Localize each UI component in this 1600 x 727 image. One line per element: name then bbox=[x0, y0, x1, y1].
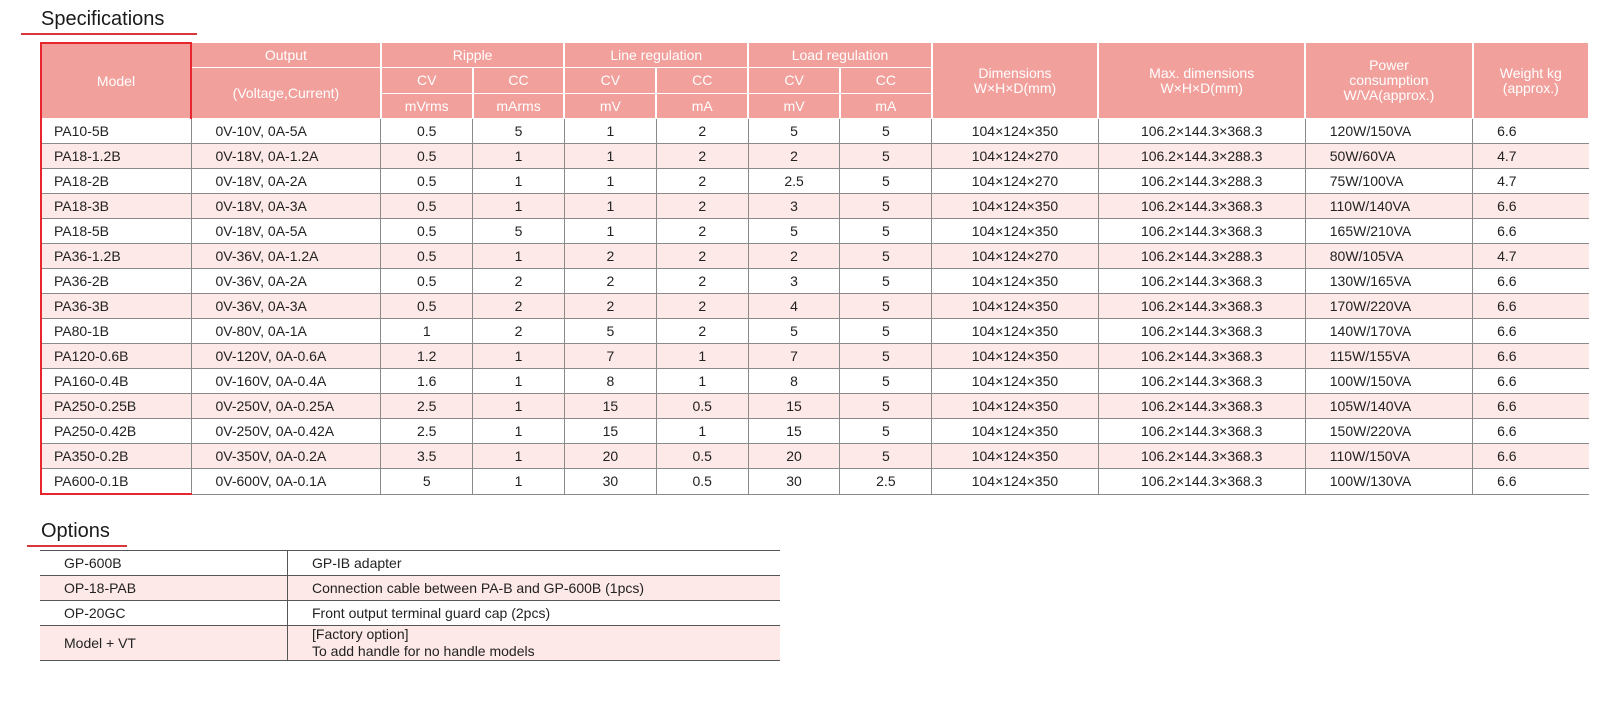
cell-line-cc: 2 bbox=[656, 244, 748, 269]
cell-ripple-cc: 5 bbox=[473, 119, 565, 144]
header-load-cv-unit: mV bbox=[748, 94, 840, 119]
cell-line-cv: 8 bbox=[564, 369, 656, 394]
cell-dimensions: 104×124×350 bbox=[932, 469, 1098, 495]
cell-max-dimensions: 106.2×144.3×368.3 bbox=[1098, 219, 1305, 244]
option-description-line2: To add handle for no handle models bbox=[312, 643, 535, 659]
cell-load-cv: 3 bbox=[748, 194, 840, 219]
header-power-consumption bbox=[1305, 43, 1472, 119]
cell-output: 0V-18V, 0A-5A bbox=[191, 219, 381, 244]
cell-line-cv: 5 bbox=[564, 319, 656, 344]
cell-ripple-cc: 1 bbox=[473, 344, 565, 369]
cell-load-cc: 5 bbox=[840, 344, 932, 369]
table-row bbox=[41, 319, 1589, 344]
cell-model: PA10-5B bbox=[41, 119, 191, 144]
cell-load-cc: 5 bbox=[840, 419, 932, 444]
header-max-dimensions bbox=[1098, 43, 1305, 119]
cell-power-consumption: 105W/140VA bbox=[1305, 394, 1472, 419]
cell-dimensions: 104×124×350 bbox=[932, 294, 1098, 319]
cell-model: PA250-0.42B bbox=[41, 419, 191, 444]
cell-ripple-cv: 0.5 bbox=[381, 294, 473, 319]
option-description-line1: [Factory option] bbox=[312, 626, 409, 642]
cell-dimensions: 104×124×350 bbox=[932, 369, 1098, 394]
cell-model: PA18-1.2B bbox=[41, 144, 191, 169]
cell-ripple-cv: 0.5 bbox=[381, 194, 473, 219]
specifications-table bbox=[40, 42, 1590, 495]
header-line-cc: CC bbox=[656, 68, 748, 94]
option-description: GP-IB adapter bbox=[288, 551, 781, 576]
option-model: Model + VT bbox=[40, 626, 288, 661]
cell-load-cc: 2.5 bbox=[840, 469, 932, 495]
cell-ripple-cc: 5 bbox=[473, 219, 565, 244]
cell-model: PA36-2B bbox=[41, 269, 191, 294]
cell-ripple-cv: 0.5 bbox=[381, 219, 473, 244]
cell-line-cv: 2 bbox=[564, 244, 656, 269]
cell-line-cv: 1 bbox=[564, 144, 656, 169]
cell-output: 0V-18V, 0A-3A bbox=[191, 194, 381, 219]
cell-dimensions: 104×124×270 bbox=[932, 244, 1098, 269]
header-power-line3: W/VA(approx.) bbox=[1343, 87, 1435, 103]
cell-ripple-cv: 5 bbox=[381, 469, 473, 495]
cell-output: 0V-250V, 0A-0.25A bbox=[191, 394, 381, 419]
cell-line-cv: 30 bbox=[564, 469, 656, 495]
cell-weight: 6.6 bbox=[1473, 269, 1589, 294]
cell-load-cc: 5 bbox=[840, 244, 932, 269]
cell-power-consumption: 100W/130VA bbox=[1305, 469, 1472, 495]
cell-weight: 6.6 bbox=[1473, 394, 1589, 419]
cell-output: 0V-18V, 0A-1.2A bbox=[191, 144, 381, 169]
cell-dimensions: 104×124×270 bbox=[932, 144, 1098, 169]
cell-ripple-cc: 2 bbox=[473, 269, 565, 294]
cell-model: PA120-0.6B bbox=[41, 344, 191, 369]
cell-power-consumption: 130W/165VA bbox=[1305, 269, 1472, 294]
cell-load-cc: 5 bbox=[840, 319, 932, 344]
header-ripple-cv: CV bbox=[381, 68, 473, 94]
cell-line-cv: 1 bbox=[564, 219, 656, 244]
cell-ripple-cc: 2 bbox=[473, 319, 565, 344]
cell-max-dimensions: 106.2×144.3×368.3 bbox=[1098, 294, 1305, 319]
options-title: Options bbox=[41, 520, 110, 542]
cell-model: PA36-3B bbox=[41, 294, 191, 319]
cell-output: 0V-10V, 0A-5A bbox=[191, 119, 381, 144]
cell-load-cv: 7 bbox=[748, 344, 840, 369]
cell-line-cv: 2 bbox=[564, 294, 656, 319]
cell-power-consumption: 140W/170VA bbox=[1305, 319, 1472, 344]
cell-weight: 6.6 bbox=[1473, 319, 1589, 344]
options-row bbox=[40, 601, 780, 626]
header-line-cc-unit: mA bbox=[656, 94, 748, 119]
cell-line-cv: 20 bbox=[564, 444, 656, 469]
cell-load-cv: 3 bbox=[748, 269, 840, 294]
cell-ripple-cc: 1 bbox=[473, 394, 565, 419]
option-model: GP-600B bbox=[40, 551, 288, 576]
cell-load-cv: 5 bbox=[748, 219, 840, 244]
cell-load-cv: 8 bbox=[748, 369, 840, 394]
cell-ripple-cv: 2.5 bbox=[381, 419, 473, 444]
cell-load-cc: 5 bbox=[840, 444, 932, 469]
header-power-line2: consumption bbox=[1349, 72, 1429, 88]
cell-max-dimensions: 106.2×144.3×368.3 bbox=[1098, 369, 1305, 394]
cell-ripple-cc: 1 bbox=[473, 169, 565, 194]
cell-dimensions: 104×124×350 bbox=[932, 319, 1098, 344]
header-weight bbox=[1473, 43, 1589, 119]
cell-output: 0V-250V, 0A-0.42A bbox=[191, 419, 381, 444]
cell-load-cc: 5 bbox=[840, 119, 932, 144]
header-ripple-cc-unit: mArms bbox=[473, 94, 565, 119]
cell-model: PA18-2B bbox=[41, 169, 191, 194]
cell-output: 0V-600V, 0A-0.1A bbox=[191, 469, 381, 495]
specifications-title: Specifications bbox=[41, 8, 165, 30]
cell-weight: 6.6 bbox=[1473, 344, 1589, 369]
cell-max-dimensions: 106.2×144.3×368.3 bbox=[1098, 444, 1305, 469]
cell-power-consumption: 110W/140VA bbox=[1305, 194, 1472, 219]
cell-load-cv: 30 bbox=[748, 469, 840, 495]
cell-ripple-cc: 1 bbox=[473, 444, 565, 469]
cell-max-dimensions: 106.2×144.3×368.3 bbox=[1098, 269, 1305, 294]
cell-output: 0V-18V, 0A-2A bbox=[191, 169, 381, 194]
cell-line-cc: 2 bbox=[656, 294, 748, 319]
cell-max-dimensions: 106.2×144.3×368.3 bbox=[1098, 469, 1305, 495]
header-output: Output bbox=[191, 43, 381, 68]
cell-dimensions: 104×124×350 bbox=[932, 119, 1098, 144]
header-load-regulation: Load regulation bbox=[748, 43, 932, 68]
cell-power-consumption: 100W/150VA bbox=[1305, 369, 1472, 394]
cell-model: PA18-5B bbox=[41, 219, 191, 244]
cell-line-cv: 1 bbox=[564, 169, 656, 194]
cell-line-cv: 7 bbox=[564, 344, 656, 369]
cell-weight: 6.6 bbox=[1473, 119, 1589, 144]
cell-max-dimensions: 106.2×144.3×288.3 bbox=[1098, 244, 1305, 269]
cell-ripple-cv: 0.5 bbox=[381, 169, 473, 194]
options-table bbox=[40, 550, 780, 661]
cell-weight: 6.6 bbox=[1473, 219, 1589, 244]
cell-load-cv: 15 bbox=[748, 419, 840, 444]
cell-line-cc: 2 bbox=[656, 269, 748, 294]
options-heading bbox=[41, 520, 110, 543]
cell-load-cc: 5 bbox=[840, 169, 932, 194]
header-model: Model bbox=[41, 43, 191, 119]
options-underline bbox=[27, 545, 127, 547]
cell-output: 0V-160V, 0A-0.4A bbox=[191, 369, 381, 394]
cell-line-cv: 15 bbox=[564, 394, 656, 419]
cell-weight: 6.6 bbox=[1473, 294, 1589, 319]
cell-ripple-cv: 1.2 bbox=[381, 344, 473, 369]
cell-load-cc: 5 bbox=[840, 369, 932, 394]
header-line-cv-unit: mV bbox=[564, 94, 656, 119]
cell-load-cc: 5 bbox=[840, 194, 932, 219]
cell-line-cc: 1 bbox=[656, 419, 748, 444]
header-line-cv: CV bbox=[564, 68, 656, 94]
cell-max-dimensions: 106.2×144.3×288.3 bbox=[1098, 169, 1305, 194]
header-max-dimensions-sub: W×H×D(mm) bbox=[1160, 79, 1243, 96]
cell-max-dimensions: 106.2×144.3×368.3 bbox=[1098, 344, 1305, 369]
cell-ripple-cc: 1 bbox=[473, 419, 565, 444]
table-row bbox=[41, 444, 1589, 469]
option-model: OP-18-PAB bbox=[40, 576, 288, 601]
table-row bbox=[41, 294, 1589, 319]
cell-dimensions: 104×124×350 bbox=[932, 394, 1098, 419]
cell-max-dimensions: 106.2×144.3×368.3 bbox=[1098, 319, 1305, 344]
specifications-underline bbox=[21, 33, 197, 35]
cell-line-cc: 0.5 bbox=[656, 394, 748, 419]
cell-dimensions: 104×124×350 bbox=[932, 269, 1098, 294]
header-load-cv: CV bbox=[748, 68, 840, 94]
cell-load-cv: 15 bbox=[748, 394, 840, 419]
cell-output: 0V-36V, 0A-1.2A bbox=[191, 244, 381, 269]
cell-output: 0V-350V, 0A-0.2A bbox=[191, 444, 381, 469]
cell-line-cc: 2 bbox=[656, 319, 748, 344]
cell-model: PA160-0.4B bbox=[41, 369, 191, 394]
cell-line-cv: 1 bbox=[564, 119, 656, 144]
cell-model: PA600-0.1B bbox=[41, 469, 191, 495]
cell-power-consumption: 150W/220VA bbox=[1305, 419, 1472, 444]
cell-load-cv: 5 bbox=[748, 119, 840, 144]
header-weight-line1: Weight kg bbox=[1499, 64, 1562, 81]
table-row bbox=[41, 119, 1589, 144]
table-row bbox=[41, 419, 1589, 444]
table-row bbox=[41, 269, 1589, 294]
cell-weight: 6.6 bbox=[1473, 469, 1589, 495]
option-description: Connection cable between PA-B and GP-600B (1pcs) bbox=[288, 576, 781, 601]
cell-max-dimensions: 106.2×144.3×368.3 bbox=[1098, 419, 1305, 444]
cell-line-cv: 15 bbox=[564, 419, 656, 444]
cell-load-cc: 5 bbox=[840, 144, 932, 169]
cell-output: 0V-36V, 0A-2A bbox=[191, 269, 381, 294]
cell-ripple-cv: 0.5 bbox=[381, 244, 473, 269]
cell-model: PA250-0.25B bbox=[41, 394, 191, 419]
cell-ripple-cv: 3.5 bbox=[381, 444, 473, 469]
cell-ripple-cc: 1 bbox=[473, 144, 565, 169]
cell-load-cv: 2 bbox=[748, 244, 840, 269]
cell-line-cc: 0.5 bbox=[656, 469, 748, 495]
cell-load-cv: 5 bbox=[748, 319, 840, 344]
cell-line-cv: 1 bbox=[564, 194, 656, 219]
cell-dimensions: 104×124×350 bbox=[932, 344, 1098, 369]
cell-line-cc: 2 bbox=[656, 119, 748, 144]
cell-line-cc: 0.5 bbox=[656, 444, 748, 469]
cell-max-dimensions: 106.2×144.3×368.3 bbox=[1098, 119, 1305, 144]
cell-output: 0V-80V, 0A-1A bbox=[191, 319, 381, 344]
cell-model: PA80-1B bbox=[41, 319, 191, 344]
header-ripple-cv-unit: mVrms bbox=[381, 94, 473, 119]
cell-model: PA18-3B bbox=[41, 194, 191, 219]
header-dimensions-label: Dimensions bbox=[978, 64, 1052, 81]
cell-ripple-cc: 2 bbox=[473, 294, 565, 319]
header-dimensions bbox=[932, 43, 1098, 119]
cell-power-consumption: 80W/105VA bbox=[1305, 244, 1472, 269]
cell-load-cv: 20 bbox=[748, 444, 840, 469]
header-output-sub: (Voltage,Current) bbox=[191, 68, 381, 119]
header-ripple-cc: CC bbox=[473, 68, 565, 94]
cell-ripple-cv: 0.5 bbox=[381, 119, 473, 144]
cell-load-cc: 5 bbox=[840, 269, 932, 294]
cell-weight: 6.6 bbox=[1473, 444, 1589, 469]
cell-line-cc: 2 bbox=[656, 194, 748, 219]
options-row bbox=[40, 576, 780, 601]
header-max-dimensions-label: Max. dimensions bbox=[1149, 64, 1255, 81]
cell-line-cc: 1 bbox=[656, 369, 748, 394]
table-row bbox=[41, 469, 1589, 495]
cell-ripple-cc: 1 bbox=[473, 469, 565, 495]
cell-load-cc: 5 bbox=[840, 219, 932, 244]
cell-ripple-cv: 0.5 bbox=[381, 269, 473, 294]
cell-ripple-cc: 1 bbox=[473, 194, 565, 219]
option-description bbox=[288, 626, 781, 661]
cell-dimensions: 104×124×350 bbox=[932, 419, 1098, 444]
cell-model: PA36-1.2B bbox=[41, 244, 191, 269]
header-ripple: Ripple bbox=[381, 43, 565, 68]
cell-power-consumption: 170W/220VA bbox=[1305, 294, 1472, 319]
cell-max-dimensions: 106.2×144.3×368.3 bbox=[1098, 194, 1305, 219]
cell-load-cc: 5 bbox=[840, 294, 932, 319]
table-row bbox=[41, 144, 1589, 169]
table-row bbox=[41, 219, 1589, 244]
cell-weight: 4.7 bbox=[1473, 144, 1589, 169]
cell-line-cc: 2 bbox=[656, 219, 748, 244]
table-row bbox=[41, 194, 1589, 219]
table-row bbox=[41, 169, 1589, 194]
options-row bbox=[40, 626, 780, 661]
cell-power-consumption: 50W/60VA bbox=[1305, 144, 1472, 169]
table-row bbox=[41, 244, 1589, 269]
specifications-body bbox=[41, 119, 1589, 495]
cell-power-consumption: 115W/155VA bbox=[1305, 344, 1472, 369]
cell-output: 0V-120V, 0A-0.6A bbox=[191, 344, 381, 369]
table-row bbox=[41, 394, 1589, 419]
cell-ripple-cv: 1.6 bbox=[381, 369, 473, 394]
cell-ripple-cv: 0.5 bbox=[381, 144, 473, 169]
cell-load-cv: 2 bbox=[748, 144, 840, 169]
cell-line-cc: 1 bbox=[656, 344, 748, 369]
cell-power-consumption: 110W/150VA bbox=[1305, 444, 1472, 469]
options-row bbox=[40, 551, 780, 576]
cell-power-consumption: 75W/100VA bbox=[1305, 169, 1472, 194]
cell-load-cv: 4 bbox=[748, 294, 840, 319]
cell-ripple-cc: 1 bbox=[473, 244, 565, 269]
cell-ripple-cv: 2.5 bbox=[381, 394, 473, 419]
cell-max-dimensions: 106.2×144.3×368.3 bbox=[1098, 394, 1305, 419]
cell-weight: 4.7 bbox=[1473, 244, 1589, 269]
cell-ripple-cv: 1 bbox=[381, 319, 473, 344]
header-weight-line2: (approx.) bbox=[1502, 79, 1559, 96]
cell-model: PA350-0.2B bbox=[41, 444, 191, 469]
table-row bbox=[41, 344, 1589, 369]
cell-line-cc: 2 bbox=[656, 144, 748, 169]
cell-line-cv: 2 bbox=[564, 269, 656, 294]
cell-output: 0V-36V, 0A-3A bbox=[191, 294, 381, 319]
specifications-heading bbox=[41, 8, 164, 31]
cell-weight: 6.6 bbox=[1473, 419, 1589, 444]
header-load-cc: CC bbox=[840, 68, 932, 94]
header-line-regulation: Line regulation bbox=[564, 43, 748, 68]
header-power-line1: Power bbox=[1369, 57, 1409, 73]
cell-dimensions: 104×124×350 bbox=[932, 444, 1098, 469]
cell-weight: 6.6 bbox=[1473, 194, 1589, 219]
cell-max-dimensions: 106.2×144.3×288.3 bbox=[1098, 144, 1305, 169]
option-description: Front output terminal guard cap (2pcs) bbox=[288, 601, 781, 626]
cell-load-cc: 5 bbox=[840, 394, 932, 419]
table-row bbox=[41, 369, 1589, 394]
cell-dimensions: 104×124×270 bbox=[932, 169, 1098, 194]
cell-ripple-cc: 1 bbox=[473, 369, 565, 394]
cell-weight: 6.6 bbox=[1473, 369, 1589, 394]
cell-line-cc: 2 bbox=[656, 169, 748, 194]
cell-weight: 4.7 bbox=[1473, 169, 1589, 194]
header-load-cc-unit: mA bbox=[840, 94, 932, 119]
cell-dimensions: 104×124×350 bbox=[932, 219, 1098, 244]
cell-power-consumption: 120W/150VA bbox=[1305, 119, 1472, 144]
cell-dimensions: 104×124×350 bbox=[932, 194, 1098, 219]
cell-load-cv: 2.5 bbox=[748, 169, 840, 194]
cell-power-consumption: 165W/210VA bbox=[1305, 219, 1472, 244]
header-dimensions-sub: W×H×D(mm) bbox=[973, 79, 1057, 96]
option-model: OP-20GC bbox=[40, 601, 288, 626]
